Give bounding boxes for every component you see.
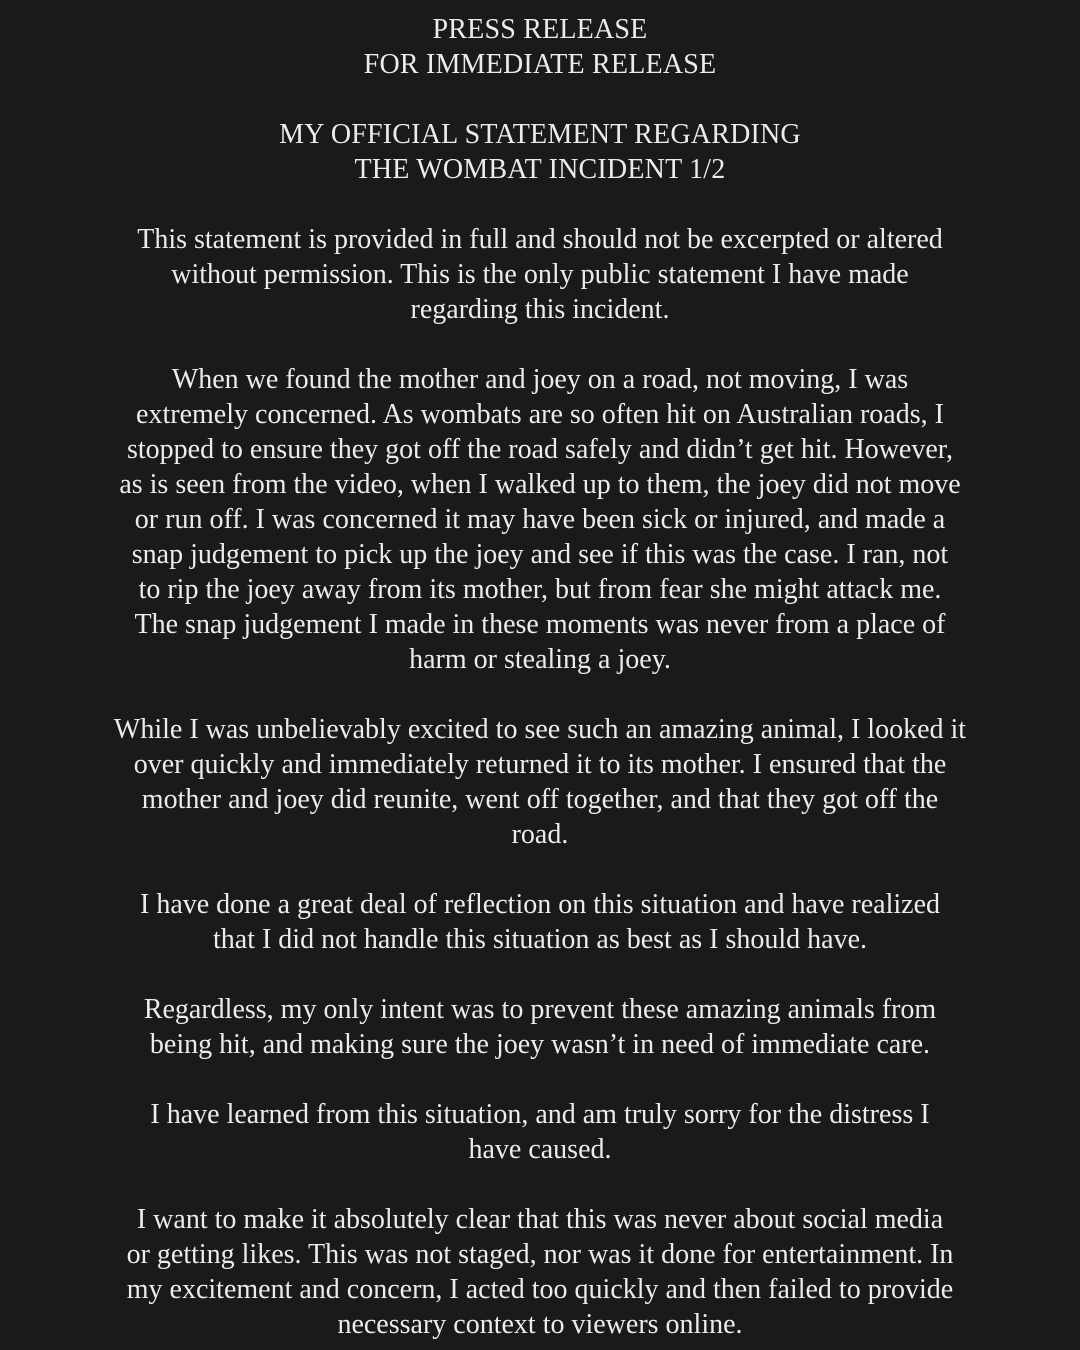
paragraph-line: have caused.	[468, 1134, 612, 1165]
statement-title	[0, 117, 1080, 187]
paragraph-line: While I was unbelievably excited to see such an amazing animal, I looked it	[113, 714, 967, 745]
paragraph-line: my excitement and concern, I acted too quickly and then failed to provide	[126, 1274, 954, 1305]
paragraph-line: The snap judgement I made in these moments was never from a place of	[134, 609, 946, 640]
paragraph-line: mother and joey did reunite, went off together, and that they got off the	[141, 784, 939, 815]
statement-paragraph	[0, 1097, 1080, 1167]
statement-paragraph	[0, 222, 1080, 327]
paragraph-line: regarding this incident.	[410, 294, 670, 325]
paragraph-line: harm or stealing a joey.	[409, 644, 671, 675]
paragraph-line: I have learned from this situation, and am truly sorry for the distress I	[150, 1099, 930, 1130]
paragraph-line: or run off. I was concerned it may have been sick or injured, and made a	[134, 504, 946, 535]
paragraph-line: stopped to ensure they got off the road safely and didn’t get hit. However,	[127, 434, 953, 465]
paragraph-line: that I did not handle this situation as best as I should have.	[212, 924, 867, 955]
paragraph-line: or getting likes. This was not staged, nor was it done for entertainment. In	[126, 1239, 954, 1270]
paragraph-line: over quickly and immediately returned it to its mother. I ensured that the	[133, 749, 947, 780]
statement-paragraph	[0, 992, 1080, 1062]
paragraph-line: to rip the joey away from its mother, but from fear she might attack me.	[138, 574, 942, 605]
paragraph-line: snap judgement to pick up the joey and see if this was the case. I ran, not	[131, 539, 949, 570]
title-line-2: THE WOMBAT INCIDENT 1/2	[354, 154, 726, 185]
paragraph-line: Regardless, my only intent was to prevent these amazing animals from	[143, 994, 937, 1025]
paragraph-line: without permission. This is the only public statement I have made	[171, 259, 909, 290]
title-line-1: MY OFFICIAL STATEMENT REGARDING	[279, 119, 801, 150]
paragraph-line: extremely concerned. As wombats are so often hit on Australian roads, I	[136, 399, 944, 430]
paragraph-line: I want to make it absolutely clear that this was never about social media	[136, 1204, 944, 1235]
paragraph-line: This statement is provided in full and should not be excerpted or altered	[137, 224, 943, 255]
paragraph-line: I have done a great deal of reflection on this situation and have realized	[140, 889, 940, 920]
statement-paragraph	[0, 712, 1080, 852]
statement-paragraph	[0, 1202, 1080, 1342]
statement-paragraph	[0, 887, 1080, 957]
press-release-header	[0, 12, 1080, 82]
statement-paragraph	[0, 362, 1080, 677]
header-press-release: PRESS RELEASE	[432, 14, 648, 45]
header-immediate-release: FOR IMMEDIATE RELEASE	[363, 49, 717, 80]
paragraph-line: being hit, and making sure the joey wasn’t in need of immediate care.	[149, 1029, 931, 1060]
paragraph-line: When we found the mother and joey on a road, not moving, I was	[171, 364, 909, 395]
statement-body	[0, 222, 1080, 1342]
paragraph-line: necessary context to viewers online.	[337, 1309, 743, 1340]
paragraph-line: road.	[511, 819, 569, 850]
paragraph-line: as is seen from the video, when I walked up to them, the joey did not move	[119, 469, 961, 500]
